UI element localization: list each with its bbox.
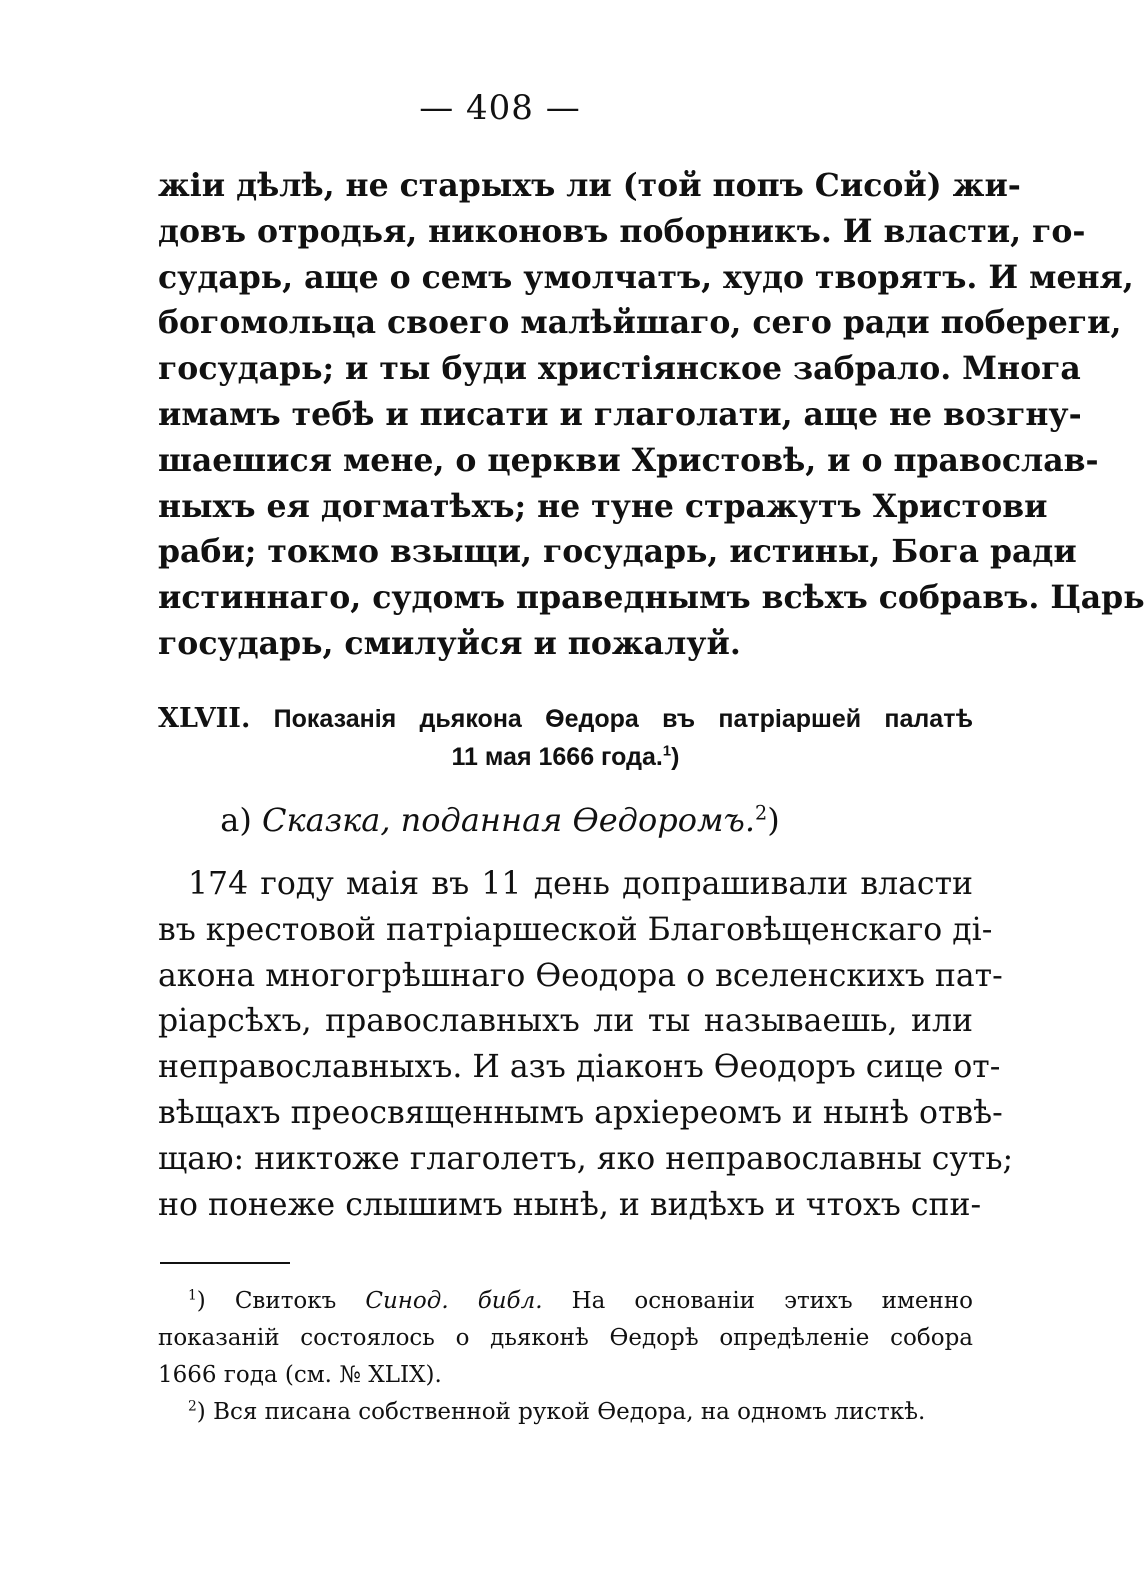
subheading-prefix: а) [220, 801, 252, 839]
text-line: раби; токмо взыщи, государь, истины, Бога ради [158, 533, 1077, 571]
page-number: — 408 — [419, 88, 581, 128]
paragraph-bottom [158, 862, 1014, 1228]
footnote-ref-2: 2 [755, 801, 768, 825]
text-line: шаешися мене, о церкви Христовѣ, и о православ- [158, 441, 1099, 479]
footnote-1-source: Синод. библ. [365, 1288, 543, 1314]
text-line: истиннаго, судомъ праведнымъ всѣхъ собравъ. Царь [158, 579, 1145, 617]
footnote-1-lead: Свитокъ [234, 1288, 337, 1314]
subheading-title: Сказка, поданная Ѳедоромъ. [262, 801, 755, 839]
text-line: ныхъ ея догматѣхъ; не туне стражутъ Христови [158, 487, 1048, 525]
text-line: жіи дѣлѣ, не старыхъ ли (той попъ Сисой) жи- [158, 167, 1021, 204]
text-line: довъ отродья, никоновъ поборникъ. И власти, го- [158, 212, 1086, 250]
heading-line-2: 11 мая 1666 года.$^1$) [451, 742, 680, 771]
footnote-1-line-3: 1666 года (см. № XLIX). [158, 1362, 442, 1388]
text-line: щаю: никтоже глаголетъ, яко неправославны суть; [158, 1140, 1014, 1177]
text-line: вѣщахъ преосвященнымъ архіереомъ и нынѣ отвѣ- [158, 1094, 1003, 1131]
text-line: 174 году маія въ 11 день допрашивали власти [188, 866, 973, 902]
heading-title-line-2: 11 мая 1666 года. [451, 743, 663, 771]
text-line: сударь, аще о семъ умолчатъ, худо творятъ. И меня, [158, 258, 1134, 296]
footnote-1-line-2: показаній состоялось о дьяконѣ Ѳедорѣ опредѣленіе собора [158, 1325, 973, 1351]
text-line: но понеже слышимъ нынѣ, и видѣхъ и чтохъ спи- [158, 1186, 982, 1223]
text-line: въ крестовой патріаршеской Благовѣщенскаго ді- [158, 911, 993, 948]
text-line: акона многогрѣшнаго Ѳеодора о вселенскихъ пат- [158, 957, 1003, 994]
text-line: богомольца своего малѣйшаго, сего ради побереги, [158, 304, 1122, 342]
heading-title-line-1: Показанія дьякона Ѳедора въ патріаршей палатѣ [273, 705, 974, 733]
text-line: неправославныхъ. И азъ діаконъ Ѳеодоръ сице от- [158, 1049, 1001, 1086]
subheading: а) Сказка, поданная Ѳедоромъ.$^2$) [220, 801, 780, 839]
text-line: имамъ тебѣ и писати и глаголати, аще не возгну- [158, 395, 1082, 433]
footnote-2-text: Вся писана собственной рукой Ѳедора, на одномъ листкѣ. [213, 1399, 926, 1425]
heading-line-1 [158, 700, 973, 738]
footnote-2-mark: 2 [188, 1398, 197, 1415]
text-line: государь; и ты буди христіянское забрало. Многа [158, 350, 1081, 388]
footnotes [158, 1283, 973, 1431]
heading-number: XLVII. [158, 703, 251, 734]
footnote-1-mark: 1 [188, 1287, 197, 1304]
footnote-ref-1: 1 [662, 742, 672, 760]
footnote-divider [160, 1262, 290, 1264]
footnote-1-rest: На основаніи этихъ именно [571, 1288, 974, 1314]
footnote-1-line-1: $^1$) Свитокъ Синод. библ. На основаніи этихъ именно [188, 1287, 974, 1314]
paragraph-top [158, 163, 1145, 667]
footnote-2: $^2$) Вся писана собственной рукой Ѳедора, на одномъ листкѣ. [188, 1398, 926, 1425]
text-line: ріарсѣхъ, православныхъ ли ты называешь, или [158, 1003, 973, 1040]
section-heading [158, 700, 973, 776]
text-line: государь, смилуйся и пожалуй. [158, 624, 741, 662]
